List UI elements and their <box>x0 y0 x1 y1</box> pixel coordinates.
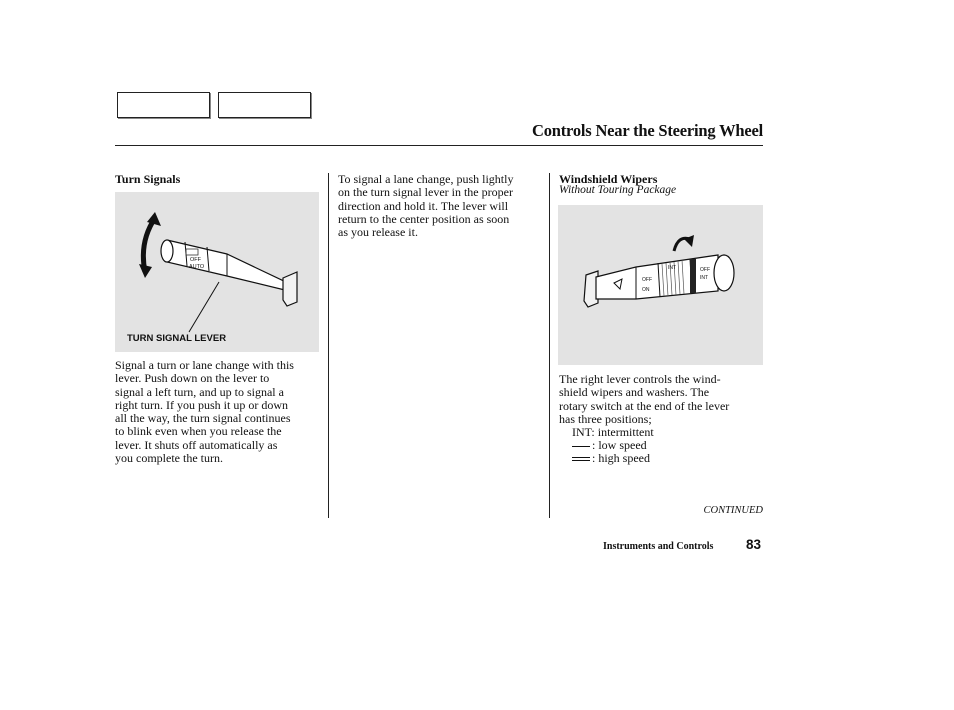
body-line: signal a left turn, and up to signal a <box>115 384 284 399</box>
svg-text:OFF: OFF <box>642 277 652 283</box>
continued-label: CONTINUED <box>703 505 763 516</box>
arc-arrow-icon <box>143 218 155 272</box>
svg-text:AUTO: AUTO <box>189 264 205 270</box>
body-line: Signal a turn or lane change with this <box>115 358 294 372</box>
svg-text:OFF: OFF <box>700 267 710 273</box>
position-int: INT: intermittent <box>572 425 654 439</box>
page-title: Controls Near the Steering Wheel <box>532 121 763 140</box>
page-number: 83 <box>746 537 762 552</box>
lane-change-body <box>338 173 513 239</box>
body-line: lever. Push down on the lever to <box>115 371 270 386</box>
body-line: return to the center position as soon <box>338 211 510 226</box>
svg-text:ON: ON <box>642 287 650 293</box>
high-speed-icon <box>572 457 590 461</box>
wipers-subheading: Without Touring Package <box>559 184 677 196</box>
wiper-figure <box>558 205 763 365</box>
body-line: has three positions; <box>559 411 652 426</box>
svg-text:INT: INT <box>700 275 709 281</box>
body-line: shield wipers and washers. The <box>559 385 710 400</box>
nav-tab-box-1[interactable] <box>117 92 210 118</box>
body-line: rotary switch at the end of the lever <box>559 398 730 413</box>
body-line: on the turn signal lever in the proper <box>338 185 513 200</box>
body-line: you complete the turn. <box>115 451 223 466</box>
lever-body-icon <box>163 240 293 292</box>
body-line: to blink even when you release the <box>115 424 282 439</box>
svg-text:INT: INT <box>668 265 677 271</box>
turn-signals-body <box>115 359 294 465</box>
turn-signals-heading: Turn Signals <box>115 172 181 186</box>
footer-section-name: Instruments and Controls <box>603 541 714 552</box>
arrow-down-icon <box>139 264 152 278</box>
column-divider-2 <box>549 173 550 518</box>
body-line: The right lever controls the wind- <box>559 372 721 386</box>
position-high <box>572 452 650 465</box>
nav-tab-box-2[interactable] <box>218 92 311 118</box>
position-high-text: : high speed <box>592 451 650 465</box>
body-line: To signal a lane change, push lightly <box>338 172 514 186</box>
turn-signal-lever-illustration <box>115 192 319 352</box>
body-line: as you release it. <box>338 225 418 240</box>
wiper-lever-illustration <box>558 205 763 365</box>
windshield-wipers-heading: Windshield Wipers <box>559 172 658 186</box>
column-divider-1 <box>328 173 329 518</box>
position-low-text: : low speed <box>592 438 647 452</box>
turn-signal-figure <box>115 192 319 352</box>
svg-text:OFF: OFF <box>190 257 201 263</box>
body-line: all the way, the turn signal continues <box>115 411 291 426</box>
header-rule <box>115 145 763 146</box>
wipers-body <box>559 373 729 426</box>
leader-line <box>189 282 219 332</box>
low-speed-icon <box>572 446 590 447</box>
body-line: direction and hold it. The lever will <box>338 198 509 213</box>
body-line: lever. It shuts off automatically as <box>115 437 278 452</box>
body-line: right turn. If you push it up or down <box>115 397 288 412</box>
turn-signal-lever-label: TURN SIGNAL LEVER <box>127 333 227 344</box>
mount-collar-icon <box>283 272 297 306</box>
